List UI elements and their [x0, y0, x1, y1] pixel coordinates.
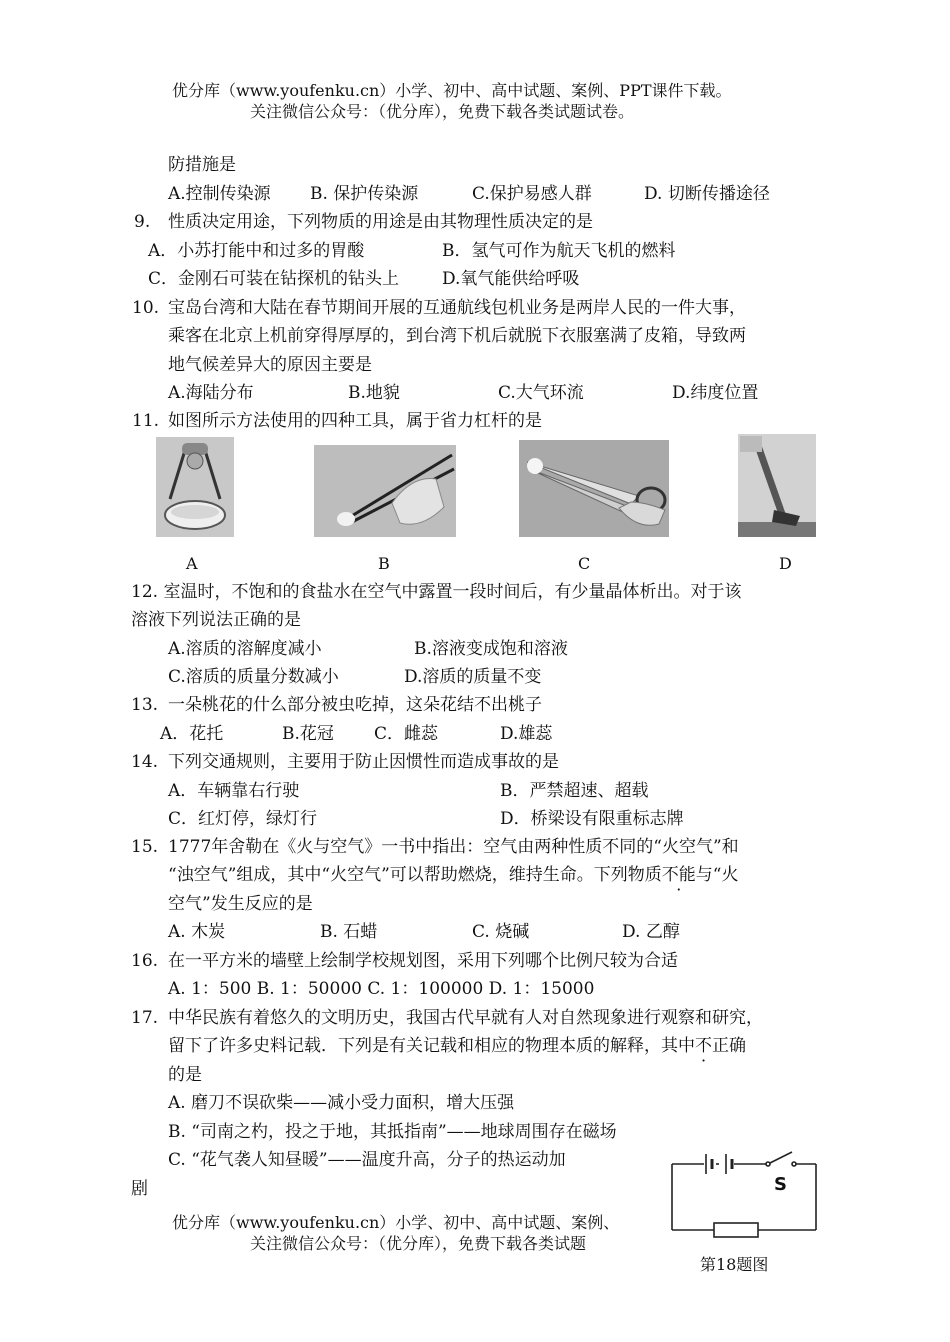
q12-option-b: B.溶液变成饱和溶液: [414, 639, 568, 659]
tool-photo-c-scissors-icon: [519, 440, 669, 537]
q11-label-b: B: [378, 554, 390, 573]
q17-line-2-start: 留下了许多史料记载．下列是有关记载和相应的物理本质的解释，其中: [168, 1036, 695, 1056]
footer-line-2: 关注微信公众号：（优分库），免费下载各类试题: [250, 1234, 587, 1253]
q10-line-1: 宝岛台湾和大陆在春节期间开展的互通航线包机业务是两岸人民的一件大事，: [168, 298, 746, 318]
q13-option-c: C．雌蕊: [374, 724, 439, 744]
q13-option-d: D.雄蕊: [500, 724, 553, 744]
switch-label: S: [774, 1174, 787, 1195]
q13-option-a: A．花托: [160, 724, 224, 744]
q10-option-c: C.大气环流: [498, 383, 584, 403]
q15-option-a: A. 木炭: [168, 922, 226, 942]
q8-stem-continuation: 防措施是: [168, 155, 236, 175]
q15-option-c: C. 烧碱: [472, 922, 530, 942]
q16-stem: 在一平方米的墙壁上绘制学校规划图，采用下列哪个比例尺较为合适: [168, 951, 678, 971]
q10-line-2: 乘客在北京上机前穿得厚厚的，到台湾下机后就脱下衣服塞满了皮箱，导致两: [168, 326, 746, 346]
q13-number: 13.: [131, 695, 159, 715]
q13-option-b: B.花冠: [282, 724, 334, 744]
q17-option-a: A. 磨刀不误砍柴——减小受力面积，增大压强: [168, 1093, 515, 1113]
q10-option-a: A.海陆分布: [168, 383, 254, 403]
q12-option-c: C.溶质的质量分数减小: [168, 667, 339, 687]
q15-line-3: 空气”发生反应的是: [168, 894, 313, 914]
q15-option-d: D. 乙醇: [622, 922, 680, 942]
tool-photo-a-tongs-icon: [156, 437, 234, 537]
q12-option-d: D.溶质的质量不变: [404, 667, 542, 687]
q16-number: 16.: [131, 951, 159, 971]
q14-option-b: B．严禁超速、超载: [500, 781, 649, 801]
q11-label-d: D: [779, 554, 792, 573]
header-line-1: 优分库（www.youfenku.cn）小学、初中、高中试题、案例、PPT课件下载。: [172, 81, 732, 100]
q11-stem: 如图所示方法使用的四种工具，属于省力杠杆的是: [168, 411, 542, 431]
q17-line-3: 的是: [168, 1065, 202, 1085]
tool-photo-d-hammer-icon: [738, 434, 816, 537]
q14-option-c: C．红灯停，绿灯行: [168, 809, 318, 829]
q9-option-b: B．氢气可作为航天飞机的燃料: [442, 241, 676, 261]
q10-option-d: D.纬度位置: [672, 383, 759, 403]
q11-number: 11.: [132, 411, 160, 431]
q9-option-a: A．小苏打能中和过多的胃酸: [148, 241, 365, 261]
q10-line-3: 地气候差异大的原因主要是: [168, 355, 372, 375]
q12-option-a: A.溶质的溶解度减小: [168, 639, 322, 659]
q9-stem: 性质决定用途，下列物质的用途是由其物理性质决定的是: [168, 212, 593, 232]
footer-line-1: 优分库（www.youfenku.cn）小学、初中、高中试题、案例、: [172, 1213, 620, 1232]
q15-line-2-start: “浊空气”组成，其中“火空气”可以帮助燃烧，维持生命。下列物质: [168, 865, 662, 885]
circuit-diagram-figure-18: [658, 1148, 830, 1244]
q9-option-c: C．金刚石可装在钻探机的钻头上: [148, 269, 400, 289]
header-line-2: 关注微信公众号：（优分库），免费下载各类试题试卷。: [250, 102, 635, 121]
q9-number: 9.: [134, 212, 151, 232]
q11-label-c: C: [578, 554, 591, 573]
q17-line-2: [168, 1035, 746, 1057]
q8-option-d: D. 切断传播途径: [644, 184, 770, 204]
q8-option-c: C.保护易感人群: [472, 184, 592, 204]
q17-line-1: 中华民族有着悠久的文明历史，我国古代早就有人对自然现象进行观察和研究，: [168, 1008, 763, 1028]
q14-number: 14.: [131, 752, 159, 772]
q15-emphasis-not: 不能: [661, 865, 696, 885]
q12-line-2: 溶液下列说法正确的是: [131, 610, 301, 630]
q15-line-2: [168, 864, 738, 886]
figure-18-caption: 第18题图: [700, 1255, 769, 1274]
q17-option-c-wrap: 剧: [131, 1179, 148, 1199]
q15-line-2-end: 与“火: [695, 865, 739, 885]
q17-line-2-end: 正确: [712, 1036, 746, 1056]
q12-line-1: 12. 室温时，不饱和的食盐水在空气中露置一段时间后，有少量晶体析出。对于该: [131, 582, 742, 602]
q17-emphasis-not: 不: [695, 1036, 712, 1056]
q8-option-a: A.控制传染源: [168, 184, 271, 204]
q17-number: 17.: [131, 1008, 159, 1028]
q17-option-c: C. “花气袭人知昼暖”——温度升高，分子的热运动加: [168, 1150, 566, 1170]
q14-option-a: A．车辆靠右行驶: [168, 781, 300, 801]
tool-photo-b-chopsticks-icon: [314, 445, 456, 537]
q10-number: 10.: [132, 298, 160, 318]
q9-option-d: D.氧气能供给呼吸: [442, 269, 580, 289]
q13-stem: 一朵桃花的什么部分被虫吃掉，这朵花结不出桃子: [168, 695, 542, 715]
q14-stem: 下列交通规则，主要用于防止因惯性而造成事故的是: [168, 752, 559, 772]
q14-option-d: D．桥梁设有限重标志牌: [500, 809, 684, 829]
q17-option-b: B. “司南之杓，投之于地，其抵指南”——地球周围存在磁场: [168, 1122, 617, 1142]
q10-option-b: B.地貌: [348, 383, 400, 403]
q15-line-1: 1777年舍勒在《火与空气》一书中指出：空气由两种性质不同的“火空气”和: [168, 837, 739, 857]
q11-label-a: A: [186, 554, 198, 573]
q16-options: A. 1：500 B. 1：50000 C. 1：100000 D. 1：15000: [168, 979, 595, 999]
q8-option-b: B. 保护传染源: [310, 184, 419, 204]
q15-option-b: B. 石蜡: [320, 922, 378, 942]
q15-number: 15.: [131, 837, 159, 857]
